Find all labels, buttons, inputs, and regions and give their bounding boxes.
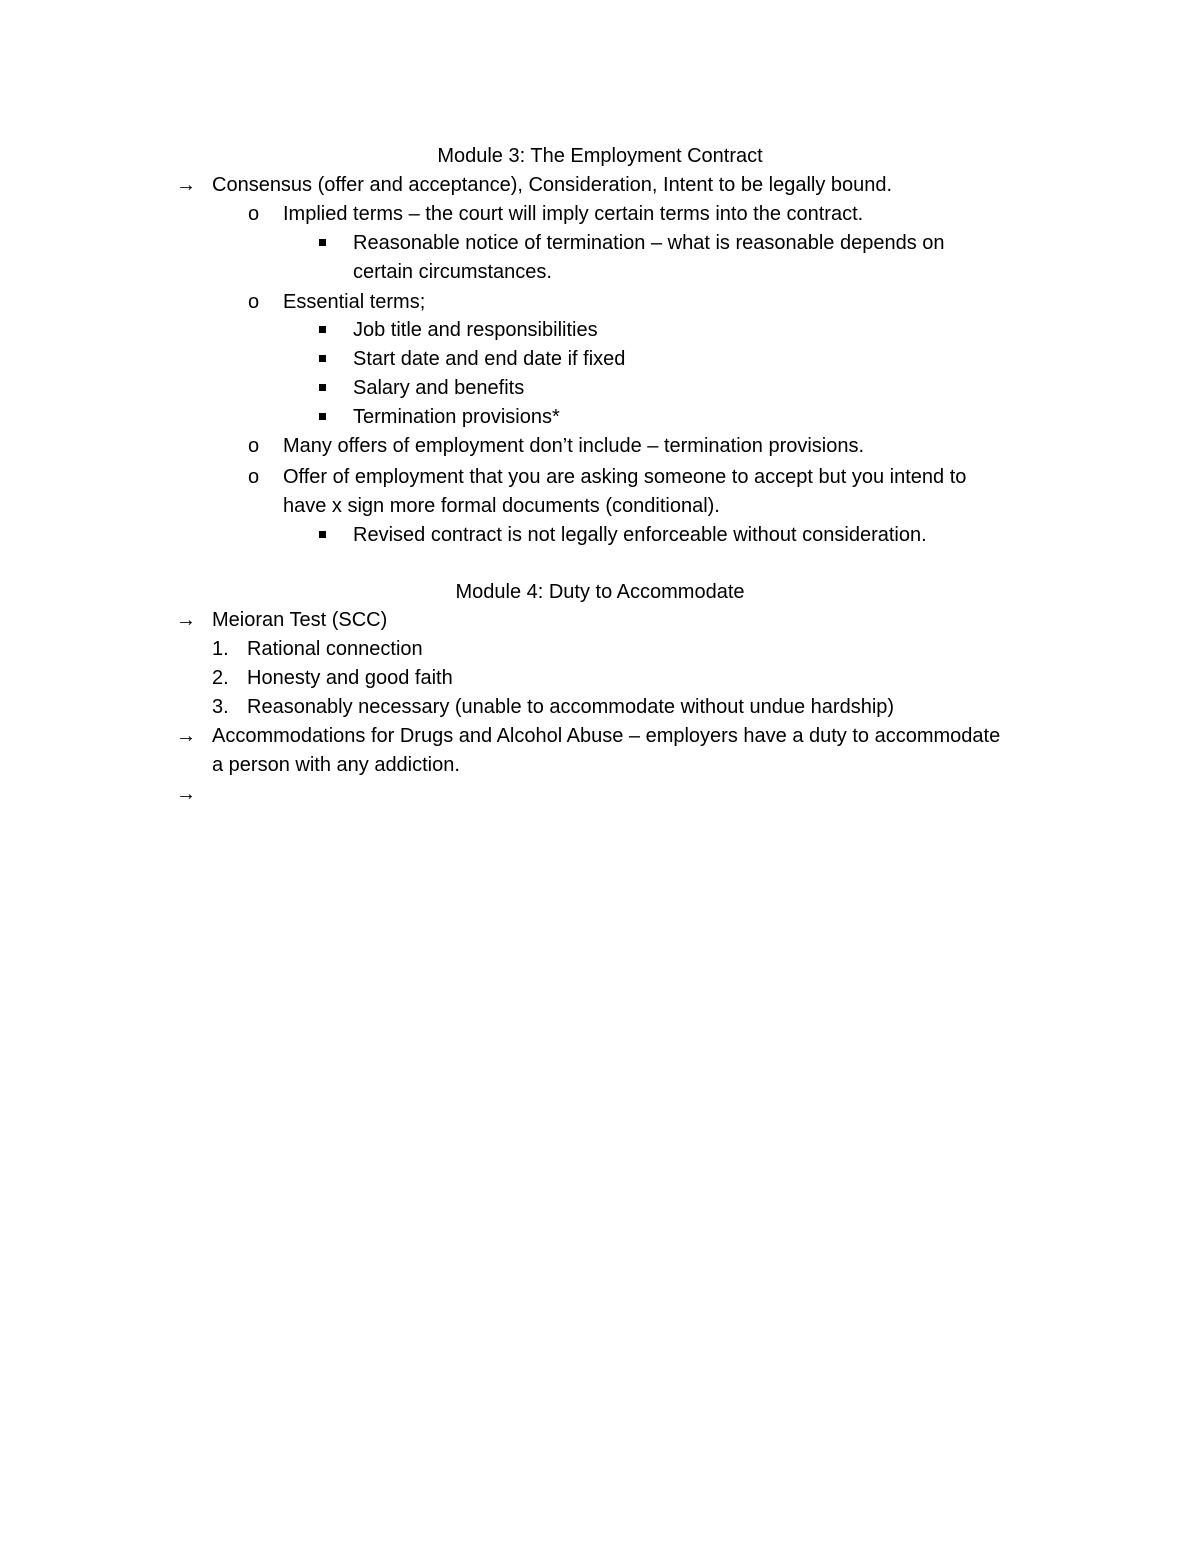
square-bullet-icon [319,413,326,420]
module3-many-offers: Many offers of employment don’t include – termination provisions. [283,435,865,457]
module4-accommodations-line2: a person with any addiction. [212,754,460,776]
module3-essential-term: Termination provisions* [353,406,560,428]
module3-revised-contract: Revised contract is not legally enforceable without consideration. [353,524,927,546]
circle-bullet-icon: o [248,435,260,457]
square-bullet-icon [319,531,326,538]
module3-implied-terms: Implied terms – the court will imply certain terms into the contract. [283,203,864,225]
module3-essential-term: Job title and responsibilities [353,319,598,341]
arrow-bullet-icon: → [176,174,196,196]
module4-numbered-item: Rational connection [247,638,423,660]
square-bullet-icon [319,326,326,333]
module3-essential-term: Start date and end date if fixed [353,348,626,370]
list-number: 1. [212,638,229,660]
circle-bullet-icon: o [248,291,260,313]
module3-offer-line2: have x sign more formal documents (conditional). [283,495,720,517]
module4-numbered-item: Reasonably necessary (unable to accommodate without undue hardship) [247,696,895,718]
module3-offer-line1: Offer of employment that you are asking someone to accept but you intend to [283,466,967,488]
module3-title: Module 3: The Employment Contract [437,145,763,167]
square-bullet-icon [319,239,326,246]
circle-bullet-icon: o [248,466,260,488]
list-number: 2. [212,667,229,689]
module3-reasonable-notice-line2: certain circumstances. [353,261,552,283]
module4-accommodations-line1: Accommodations for Drugs and Alcohol Abuse – employers have a duty to accommodate [212,725,1001,747]
module3-essential-terms: Essential terms; [283,291,426,313]
circle-bullet-icon: o [248,203,260,225]
arrow-bullet-icon: → [176,783,196,805]
module4-numbered-item: Honesty and good faith [247,667,453,689]
list-number: 3. [212,696,229,718]
module3-reasonable-notice-line1: Reasonable notice of termination – what is reasonable depends on [353,232,945,254]
module3-essential-term: Salary and benefits [353,377,525,399]
module3-item-consensus: Consensus (offer and acceptance), Consideration, Intent to be legally bound. [212,174,893,196]
module4-title: Module 4: Duty to Accommodate [455,581,745,603]
arrow-bullet-icon: → [176,725,196,747]
arrow-bullet-icon: → [176,609,196,631]
square-bullet-icon [319,384,326,391]
module4-meioran-test: Meioran Test (SCC) [212,609,388,631]
square-bullet-icon [319,355,326,362]
